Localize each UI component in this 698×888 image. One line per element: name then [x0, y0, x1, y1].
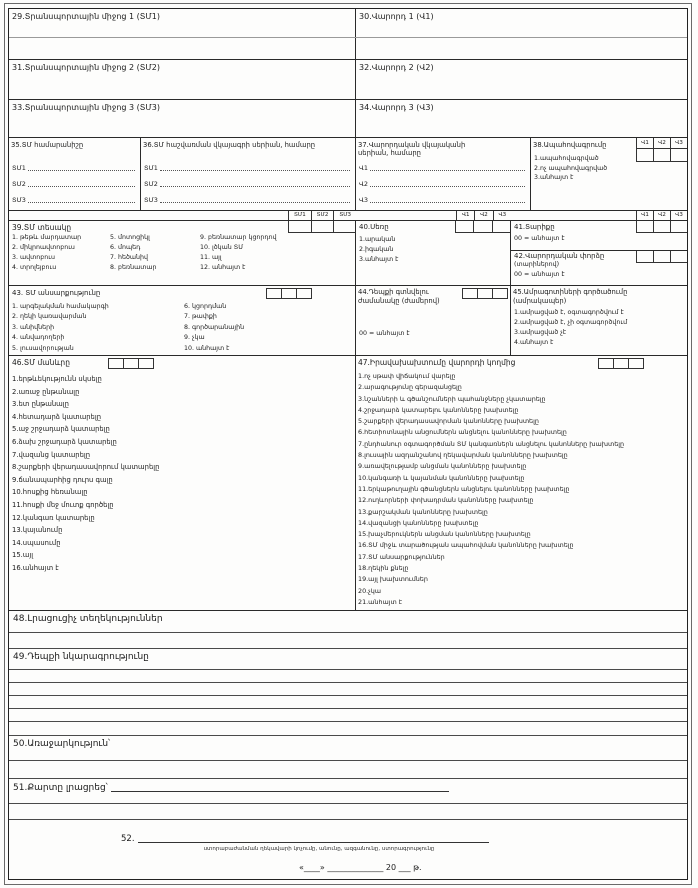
option-item: 13.քարշակման կանոնները խախտելը [358, 507, 488, 516]
date-row [9, 859, 687, 879]
option-item: 3. ավտոբուս [12, 254, 55, 261]
answer-box[interactable] [653, 221, 670, 233]
maneuver-options [12, 373, 159, 575]
option-item: 5. մոտոցիկլ [110, 234, 150, 241]
fill-line[interactable] [160, 170, 350, 171]
fill-line[interactable] [160, 202, 350, 203]
option-item: 16.ՏՄ միջև տարածության ապահովման կանոնները խախտելը [358, 541, 574, 550]
option-item: 6. կցորդման [184, 303, 227, 310]
license-row-v1 [359, 156, 525, 172]
option-item: 12.կանգառ կատարելը [12, 513, 95, 522]
cert-row-tm3 [144, 188, 350, 204]
driver-answer-boxes [599, 358, 644, 369]
option-item: 8. բեռնատար [110, 264, 157, 271]
fill-line[interactable] [160, 186, 350, 187]
driver-answer-boxes [636, 251, 687, 263]
section-31-title: 31.Տրանսպորտային միջոց 2 (ՏՄ2) [12, 63, 160, 72]
plate-row-tm2 [12, 172, 135, 188]
section-41-age [511, 221, 687, 251]
sex-options [359, 235, 398, 265]
section-51-filled-by [9, 779, 687, 831]
section-42-experience [511, 251, 687, 285]
option-item: 4. տրոլեյբուս [12, 264, 57, 271]
column-header: Վ3 [493, 211, 511, 220]
answer-box[interactable] [108, 358, 124, 369]
answer-box[interactable] [455, 221, 473, 233]
answer-box[interactable] [670, 251, 687, 263]
section-34-title: 34.Վարորդ 3 (Վ3) [359, 103, 434, 112]
fill-line[interactable] [28, 202, 135, 203]
option-item: 18.ղեկին քնելը [358, 564, 409, 573]
section-36 [141, 138, 356, 210]
license-row-v2 [359, 172, 525, 188]
option-item: 9. բեռնատար կցորդով [200, 234, 277, 241]
answer-box[interactable] [288, 221, 311, 233]
fill-line[interactable] [111, 791, 449, 792]
fill-line[interactable] [28, 170, 135, 171]
section-49-title: 49.Դեպքի նկարագրությունը [13, 652, 149, 662]
answer-box[interactable] [492, 221, 510, 233]
option-item: 5.աջ շրջադարձ կատարելը [12, 425, 110, 434]
option-item: 12.ուղևորների փոխադրման կանոնները խախտելը [358, 496, 534, 505]
option-item: 9. չկա [184, 334, 205, 342]
tm-answer-boxes [109, 358, 154, 369]
option-item: 1.երթևեկությունն սկսելը [12, 375, 102, 383]
option-item: 13.կայանումը [12, 526, 63, 535]
section-39-vehicle-type [9, 221, 356, 285]
column-header: ՏՄ1 [293, 212, 306, 218]
answer-box[interactable] [281, 288, 297, 299]
answer-cells [636, 149, 687, 162]
malfunction-options-col2 [184, 302, 244, 354]
row-label: ՏՄ1 [12, 164, 26, 172]
answer-box[interactable] [636, 221, 653, 233]
tm-answer-boxes [267, 288, 312, 299]
section-36-title: 36.ՏՄ հաշվառման վկայագրի սերիան, համարը [143, 141, 316, 149]
row-35-38 [9, 138, 687, 211]
row-29-30 [9, 9, 687, 60]
row-label: Վ1 [359, 164, 369, 172]
section-41-note: 00 = անհայտ է [514, 235, 565, 242]
option-item: 3.ամրացված չէ [514, 329, 567, 336]
write-line[interactable] [9, 37, 687, 38]
option-item: 1.ապահովագրված [534, 155, 599, 162]
option-item: 1.ոչ սթափ վիճակում վարելը [358, 372, 456, 380]
section-40-sex [356, 221, 511, 285]
section-30 [356, 9, 687, 59]
option-item: 3. անիվների [12, 323, 55, 331]
section-35-title: 35.ՏՄ համարանիշը [11, 141, 84, 149]
write-line[interactable] [9, 669, 687, 670]
section-42-note: 00 = անհայտ է [514, 271, 565, 278]
seatbelt-options [514, 308, 684, 348]
plate-number-rows [12, 156, 135, 204]
option-item: 15.այլ [12, 551, 34, 560]
section-31 [9, 60, 356, 99]
column-header: Վ3 [670, 138, 687, 148]
row-label: ՏՄ2 [144, 180, 158, 188]
option-item: 9.ճանապարհից դուրս գալը [12, 475, 113, 484]
driver-column-headers-right [636, 211, 687, 220]
date-line[interactable]: «____» ______________ 20 ___ թ. [299, 863, 422, 872]
plate-row-tm1 [12, 156, 135, 172]
option-item: 6. մոպեդ [110, 244, 141, 251]
section-49-description [9, 649, 687, 736]
section-45-seatbelts [511, 286, 687, 355]
section-37-title: 37.Վարորդական վկայականի սերիան, համարը [358, 141, 466, 157]
answer-box[interactable] [653, 251, 670, 263]
row-label: ՏՄ1 [144, 164, 158, 172]
answer-box[interactable] [473, 221, 491, 233]
option-item: 5. լուսավորության [12, 344, 74, 352]
answer-boxes [463, 288, 508, 299]
write-line[interactable] [9, 632, 687, 633]
write-line[interactable] [9, 708, 687, 709]
option-item: 16.անհայտ է [12, 563, 59, 572]
option-item: 3.անհայտ է [359, 256, 399, 263]
column-header: Վ2 [653, 211, 670, 220]
section-41-42 [511, 221, 687, 285]
write-line[interactable] [9, 803, 687, 804]
option-item: 7.վազանց կատարելը [12, 450, 91, 459]
option-item: 2.առաջ ընթանալը [12, 387, 80, 396]
write-line[interactable] [9, 721, 687, 722]
option-item: 7. հեծանիվ [110, 254, 149, 261]
section-52-line [121, 834, 489, 844]
row-33-34 [9, 100, 687, 138]
row-label: ՏՄ3 [144, 196, 158, 204]
option-item: 1. թեթև մարդատար [12, 234, 82, 241]
section-44-note: 00 = անհայտ է [359, 330, 410, 337]
tm-column-headers [288, 211, 356, 220]
row-label: ՏՄ2 [12, 180, 26, 188]
section-30-title: 30.Վարորդ 1 (Վ1) [359, 12, 434, 21]
option-item: 1. արգելակման համակարգի [12, 303, 109, 310]
section-42-subtitle: (տարիներով) [514, 261, 560, 268]
section-34 [356, 100, 687, 137]
column-header: Վ3 [670, 211, 687, 220]
option-item: 3.նշանների և գծանշումների պահանջները չկատարելը [358, 394, 546, 403]
plate-row-tm3 [12, 188, 135, 204]
option-item: 8.շարքերի վերադասավորում կատարելը [12, 463, 160, 472]
answer-box[interactable] [333, 221, 356, 233]
fill-line[interactable] [28, 186, 135, 187]
section-52-number: 52. [121, 834, 135, 844]
answer-box[interactable] [637, 149, 653, 161]
column-header: ՏՄ3 [333, 211, 356, 220]
write-line[interactable] [9, 695, 687, 696]
row-label: Վ2 [359, 180, 369, 188]
registration-cert-rows [144, 156, 350, 204]
answer-box[interactable] [492, 288, 508, 299]
answer-box[interactable] [598, 358, 614, 369]
section-46-title: 46.ՏՄ մանևրը [12, 358, 70, 367]
column-header: ՏՄ2 [311, 211, 334, 220]
section-33-title: 33.Տրանսպորտային միջոց 3 (ՏՄ3) [12, 103, 160, 112]
row-label: Վ3 [359, 196, 369, 204]
option-item: 17.ՏՄ անսարքություններ [358, 552, 445, 561]
section-43-title: 43. ՏՄ անսարքությունը [12, 289, 101, 297]
insurance-answer-table [636, 138, 687, 162]
tm-answer-boxes [288, 221, 356, 233]
write-line[interactable] [9, 760, 687, 761]
option-item: 9.առավելությամբ անցման կանոնները խախտելը [358, 462, 527, 471]
option-item: 4.անհայտ է [514, 339, 554, 346]
option-item: 10. լծկան ՏՄ [200, 244, 244, 251]
option-item: 15.խաչմերուկներն անցման կանոնները խախտելը [358, 530, 531, 539]
option-item: 2. ղեկի կառավարման [12, 313, 87, 321]
option-item: 2. միկրոավտոբուս [12, 244, 75, 251]
answer-box[interactable] [311, 221, 334, 233]
section-29 [9, 9, 356, 59]
violation-options [358, 371, 624, 608]
option-item: 21.անհայտ է [358, 597, 402, 606]
section-44-title: 44.Դեպքի գտնվելու ժամանակը (ժամերով) [358, 288, 440, 305]
answer-box[interactable] [296, 288, 312, 299]
driver-column-headers-mid [456, 211, 511, 220]
column-header-strip [9, 211, 687, 221]
form-grid [8, 8, 688, 880]
column-header: Վ1 [641, 140, 649, 146]
section-33 [9, 100, 356, 137]
option-item: 11. այլ [200, 254, 222, 261]
option-item: 6.ձախ շրջադարձ կատարելը [12, 437, 117, 446]
row-46-47 [9, 356, 687, 611]
write-line[interactable] [9, 819, 687, 820]
section-47-violations [356, 356, 687, 610]
section-50-title: 50.Առաջարկություն՝ [13, 739, 111, 749]
fill-line[interactable] [370, 186, 525, 187]
option-item: 4.հետադարձ կատարելը [12, 412, 102, 421]
section-40-title: 40.Սեռը [359, 223, 389, 231]
column-header: Վ2 [653, 138, 670, 148]
section-46-maneuver [9, 356, 356, 610]
option-item: 2.ոչ ապահովագրված [534, 164, 608, 172]
write-line[interactable] [9, 682, 687, 683]
cert-row-tm2 [144, 172, 350, 188]
option-item: 6.հետիոտնային անցումներն անցնելու կանոնները խախտելը [358, 428, 567, 437]
option-item: 5.շարքերի վերադասավորման կանոնները խախտելը [358, 417, 539, 426]
answer-box[interactable] [670, 149, 687, 161]
cert-row-tm1 [144, 156, 350, 172]
option-item: 10.կանգառի և կայանման կանոնները խախտելը [358, 473, 525, 482]
option-item: 10. անհայտ է [184, 344, 230, 352]
section-47-title: 47.Իրավախախտումը վարորդի կողմից [358, 358, 516, 367]
option-item: 14.վազանցի կանոնները խախտելը [358, 518, 479, 527]
option-item: 1.ամրացված է, օգտագործվում է [514, 309, 624, 316]
option-item: 4.շրջադարձ կատարելու կանոնները խախտելը [358, 405, 519, 414]
option-item: 1.արական [359, 236, 396, 243]
answer-box[interactable] [138, 358, 154, 369]
section-43-malfunction [9, 286, 356, 355]
insurance-options [534, 154, 607, 183]
driver-answer-boxes [455, 221, 510, 233]
section-32-title: 32.Վարորդ 2 (Վ2) [359, 63, 434, 72]
section-52-caption: ստորաբաժանման ղեկավարի կոչումը, անունը, ազգանունը, ստորագրությունը [203, 846, 435, 852]
section-32 [356, 60, 687, 99]
section-42-title: 42.Վարորդական փորձը [514, 252, 605, 260]
option-item: 7. թափքի [184, 313, 217, 321]
option-item: 7.ընդհանուր օգտագործման ՏՄ կանգառներն անցնելու կանոնները խախտելը [358, 439, 625, 448]
section-48-title: 48.Լրացուցիչ տեղեկություններ [13, 614, 163, 624]
option-item: 20.չկա [358, 586, 382, 595]
section-37 [356, 138, 531, 210]
section-38-title: 38.Ապահովագրումը [533, 141, 607, 149]
option-item: 11.երկաթուղային գծանցներն անցնելու կանոնները խախտելը [358, 484, 570, 493]
column-header: Վ2 [474, 211, 492, 220]
driver-answer-boxes [636, 221, 687, 233]
answer-box[interactable] [653, 149, 670, 161]
section-45-title: 45.Ամրագոտիների գործածումը (ամրակապեր) [513, 288, 628, 305]
answer-box[interactable] [462, 288, 478, 299]
fill-line[interactable] [370, 202, 525, 203]
row-39-42 [9, 221, 687, 286]
signature-line[interactable] [138, 842, 489, 843]
section-39-title: 39.ՏՄ տեսակը [12, 223, 72, 232]
row-43-45 [9, 286, 687, 356]
section-38-insurance [531, 138, 687, 210]
option-item: 11.հոսքի մեջ մուտք գործելը [12, 500, 114, 509]
fill-line[interactable] [370, 170, 525, 171]
section-51-title-row [13, 783, 449, 793]
driver-license-rows [359, 156, 525, 204]
answer-box[interactable] [636, 251, 653, 263]
section-44-time [356, 286, 511, 355]
answer-box[interactable] [477, 288, 493, 299]
malfunction-options-col1 [12, 302, 109, 354]
column-header: Վ1 [641, 212, 649, 218]
option-item: 4. անվադողերի [12, 334, 65, 342]
answer-box[interactable] [613, 358, 629, 369]
column-header: Վ1 [461, 212, 470, 218]
option-item: 8.լուսային ազդանշանով ղեկավարման կանոնները խախտելը [358, 451, 568, 460]
option-item: 3.անհայտ է [534, 174, 574, 181]
option-item: 3.ետ ընթանալը [12, 400, 69, 409]
option-item: 2.արագությունը գերազանցելը [358, 383, 462, 392]
option-item: 2.ամրացված է, չի օգտագործվում [514, 319, 628, 326]
option-item: 8. գործարանային [184, 323, 245, 331]
option-item: 14.սպասումը [12, 538, 61, 547]
vehicle-type-options-col1 [12, 233, 81, 273]
row-31-32 [9, 60, 687, 100]
option-item: 12. անհայտ է [200, 264, 246, 271]
section-41-title: 41.Տարիքը [514, 223, 555, 231]
vehicle-type-options-col3 [200, 233, 277, 273]
vehicle-type-options-col2 [110, 233, 156, 273]
answer-box[interactable] [266, 288, 282, 299]
section-35 [9, 138, 141, 210]
section-51-title: 51.Քարտը լրացրեց՝ [13, 783, 108, 793]
section-48-additional-info [9, 611, 687, 649]
answer-box[interactable] [628, 358, 644, 369]
answer-box[interactable] [670, 221, 687, 233]
answer-box[interactable] [123, 358, 139, 369]
section-50-proposal [9, 736, 687, 779]
section-52-signature [9, 831, 687, 859]
license-row-v3 [359, 188, 525, 204]
option-item: 2.իգական [359, 246, 394, 253]
section-29-title: 29.Տրանսպորտային միջոց 1 (ՏՄ1) [12, 12, 160, 21]
row-label: ՏՄ3 [12, 196, 26, 204]
option-item: 10.հոսքից հեռանալը [12, 488, 88, 497]
option-item: 19.այլ խախտումներ [358, 575, 428, 584]
driver-column-headers [636, 138, 687, 149]
